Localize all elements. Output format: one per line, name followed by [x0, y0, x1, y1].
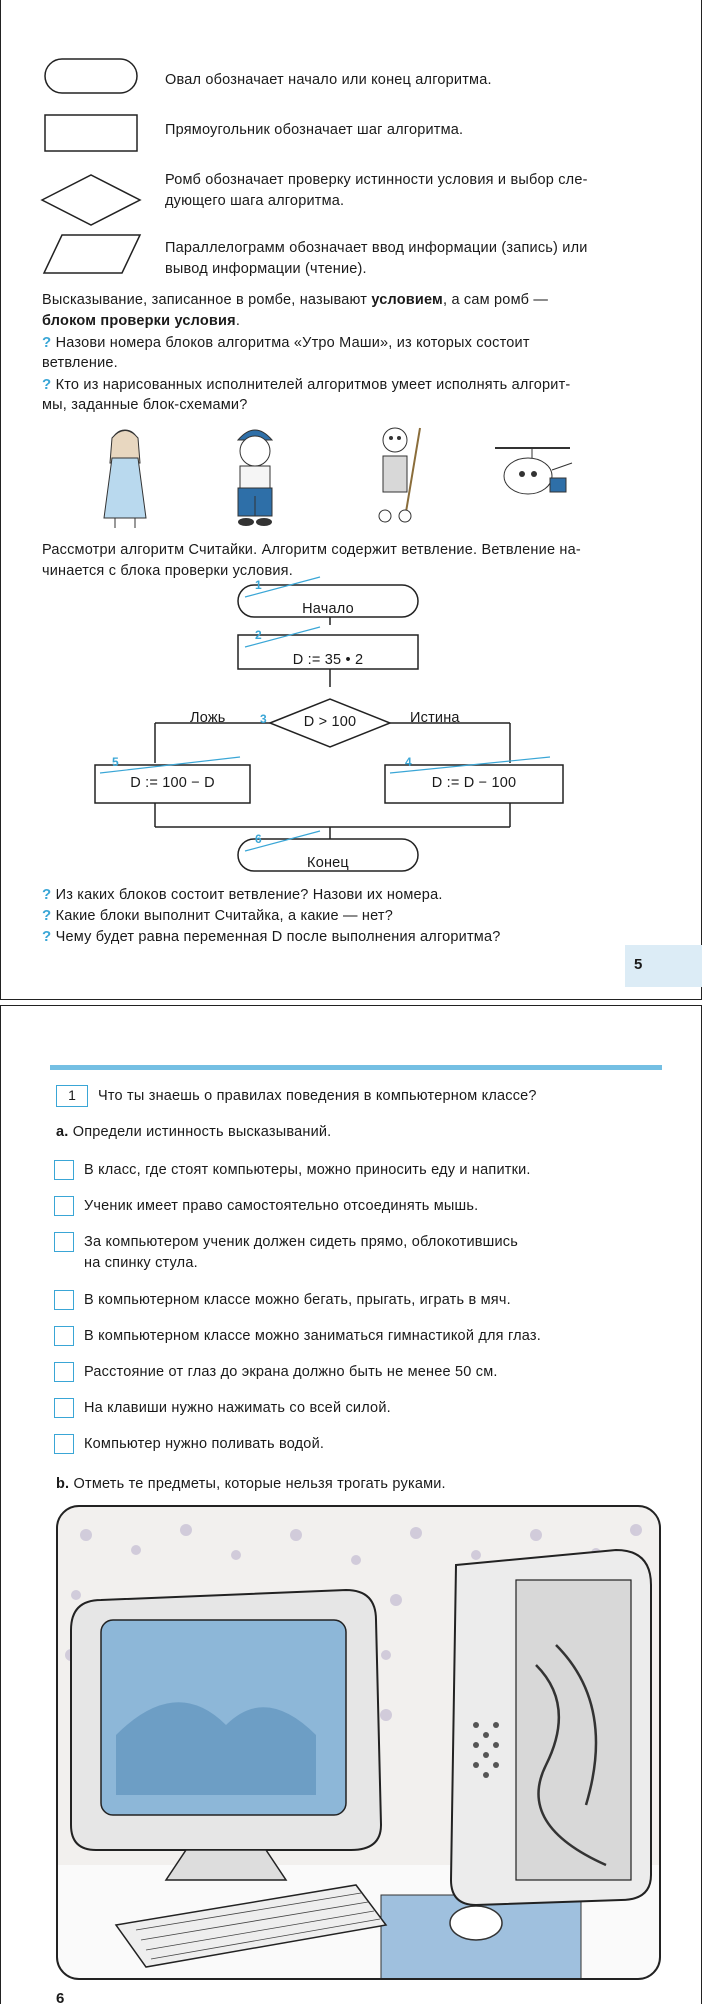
term-condition: условием [371, 292, 443, 308]
robot-figure [379, 428, 420, 522]
block-num-2: 2 [255, 628, 262, 642]
statement-3-cont: на спинку стула. [84, 1255, 198, 1271]
intro-line-1: Рассмотри алгоритм Считайки. Алгоритм содержит ветвление. Ветвление на- [42, 542, 581, 558]
question-a2: ? Кто из нарисованных исполнителей алгоритмов умеет исполнять алгорит- [42, 376, 571, 393]
question-b1: ? Из каких блоков состоит ветвление? Назови их номера. [42, 886, 443, 903]
question-icon: ? [42, 334, 52, 351]
block-2-text: D := 35 • 2 [292, 652, 364, 668]
label-true: Истина [410, 710, 460, 726]
block-num-3: 3 [260, 712, 267, 726]
question-b2: ? Какие блоки выполнит Считайка, а какие — нет? [42, 907, 393, 924]
boy-figure [238, 430, 272, 526]
checkbox-2[interactable] [54, 1196, 74, 1216]
performers-illustration [90, 418, 590, 533]
checkbox-3[interactable] [54, 1232, 74, 1252]
block-num-5: 5 [112, 755, 119, 769]
checkbox-1[interactable] [54, 1160, 74, 1180]
block-3-text: D > 100 [303, 714, 357, 730]
question-a1-cont: ветвление. [42, 355, 118, 371]
question-b3: ? Чему будет равна переменная D после выполнения алгоритма? [42, 928, 501, 945]
part-b-heading: b. Отметь те предметы, которые нельзя трогать руками. [56, 1476, 446, 1492]
statement-8: Компьютер нужно поливать водой. [84, 1436, 325, 1452]
top-rule [50, 1065, 662, 1070]
statement-4: В компьютерном классе можно бегать, прыгать, играть в мяч. [84, 1292, 511, 1308]
helicopter-figure [495, 448, 572, 494]
label-false: Ложь [190, 710, 226, 726]
rectangle-shape [45, 115, 137, 151]
question-icon: ? [42, 907, 52, 924]
task-number-box: 1 [56, 1085, 88, 1107]
question-a2-cont: мы, заданные блок-схемами? [42, 397, 248, 413]
statement-6: Расстояние от глаз до экрана должно быть не менее 50 см. [84, 1364, 498, 1380]
term-condition-block: блоком проверки условия [42, 313, 236, 329]
block-num-1: 1 [255, 578, 262, 592]
question-icon: ? [42, 928, 52, 945]
legend-shapes [40, 55, 150, 295]
legend-rect-text: Прямоугольник обозначает шаг алгоритма. [165, 122, 464, 138]
checkbox-6[interactable] [54, 1362, 74, 1382]
legend-rhombus-text-1: Ромб обозначает проверку истинности условия и выбор сле- [165, 172, 588, 188]
girl-figure [104, 430, 146, 528]
block-6-text: Конец [307, 855, 349, 871]
statement-1: В класс, где стоят компьютеры, можно приносить еду и напитки. [84, 1162, 531, 1178]
block-4-text: D := D − 100 [431, 775, 517, 791]
parallelogram-shape [44, 235, 140, 273]
checkbox-4[interactable] [54, 1290, 74, 1310]
intro-line-2: чинается с блока проверки условия. [42, 563, 293, 579]
block-num-4: 4 [405, 755, 412, 769]
statement-3: За компьютером ученик должен сидеть прямо, облокотившись [84, 1234, 518, 1250]
block-num-6: 6 [255, 832, 262, 846]
statement-2: Ученик имеет право самостоятельно отсоединять мышь. [84, 1198, 479, 1214]
checkbox-5[interactable] [54, 1326, 74, 1346]
task-title: Что ты знаешь о правилах поведения в компьютерном классе? [98, 1088, 537, 1104]
page-number-5: 5 [634, 956, 643, 973]
computer-illustration [56, 1505, 661, 1980]
legend-oval-text: Овал обозначает начало или конец алгоритма. [165, 72, 492, 88]
question-a1: ? Назови номера блоков алгоритма «Утро Маши», из которых состоит [42, 334, 530, 351]
legend-parallelogram-text-2: вывод информации (чтение). [165, 261, 367, 277]
question-icon: ? [42, 886, 52, 903]
page-number-6: 6 [56, 1990, 65, 2004]
mouse [450, 1906, 502, 1940]
oval-shape [45, 59, 137, 93]
checkbox-7[interactable] [54, 1398, 74, 1418]
legend-rhombus-text-2: дующего шага алгоритма. [165, 193, 345, 209]
block-1-text: Начало [302, 601, 354, 617]
block-5-text: D := 100 − D [130, 775, 215, 791]
question-icon: ? [42, 376, 52, 393]
statement-7: На клавиши нужно нажимать со всей силой. [84, 1400, 391, 1416]
statement-5: В компьютерном классе можно заниматься гимнастикой для глаз. [84, 1328, 541, 1344]
statement-line-2: блоком проверки условия. [42, 313, 241, 329]
statement-line-1: Высказывание, записанное в ромбе, называют условием, а сам ромб — [42, 292, 549, 308]
rhombus-shape [42, 175, 140, 225]
monitor-stand [166, 1850, 286, 1880]
legend-parallelogram-text-1: Параллелограмм обозначает ввод информации (запись) или [165, 240, 588, 256]
checkbox-8[interactable] [54, 1434, 74, 1454]
part-a-heading: a. Определи истинность высказываний. [56, 1124, 332, 1140]
